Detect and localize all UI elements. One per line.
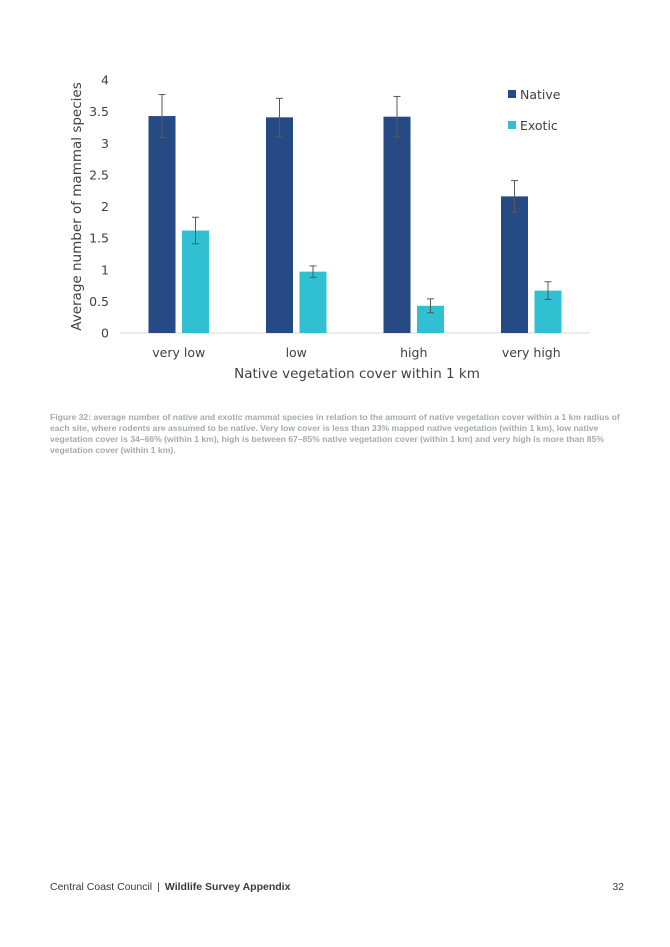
page-footer: [50, 881, 624, 893]
x-tick-label: very low: [152, 345, 206, 360]
legend-swatch-exotic: [508, 121, 516, 129]
y-tick-label: 1.5: [89, 230, 109, 246]
x-tick-label: low: [285, 345, 307, 360]
footer-organization: Central Coast Council: [50, 881, 153, 893]
y-tick-label: 3: [101, 135, 109, 151]
x-tick-label: very high: [501, 345, 561, 360]
y-tick-label: 0.5: [89, 293, 109, 309]
footer-document-title: Wildlife Survey Appendix: [164, 881, 291, 893]
y-tick-label: 2.5: [89, 167, 109, 183]
bar-exotic: [182, 231, 209, 333]
bar-native: [384, 117, 411, 333]
y-axis-label: Average number of mammal species: [69, 82, 85, 331]
x-axis-label: Native vegetation cover within 1 km: [234, 366, 480, 382]
page-number: 32: [612, 881, 624, 893]
y-tick-label: 2: [101, 199, 109, 214]
legend-label-native: Native: [520, 87, 561, 102]
figure-caption: Figure 32: average number of native and exotic mammal species in relation to the amount of native vegetation cover within a 1 km radius of each site, where rodents are assumed to be native. Very low cover is less than 33% mapped native vegetation (within 1 km), low native vegetation cover is 34–66% (within 1 km), high is between 67–85% native vegetation cover (within 1 km) and very high is more than 85% vegetation cover (within 1 km).: [50, 412, 620, 455]
x-tick-label: high: [400, 345, 428, 360]
y-tick-label: 0: [101, 325, 109, 341]
y-tick-label: 3.5: [89, 104, 109, 120]
y-tick-label: 4: [101, 72, 109, 88]
bar-native: [501, 196, 528, 333]
bar-native: [149, 116, 176, 333]
legend-swatch-native: [508, 90, 516, 98]
y-tick-label: 1: [101, 262, 109, 278]
legend-label-exotic: Exotic: [520, 118, 558, 133]
bar-native: [266, 117, 293, 333]
footer-separator: |: [157, 881, 160, 893]
bar-chart: [0, 0, 670, 400]
bar-exotic: [300, 272, 327, 333]
